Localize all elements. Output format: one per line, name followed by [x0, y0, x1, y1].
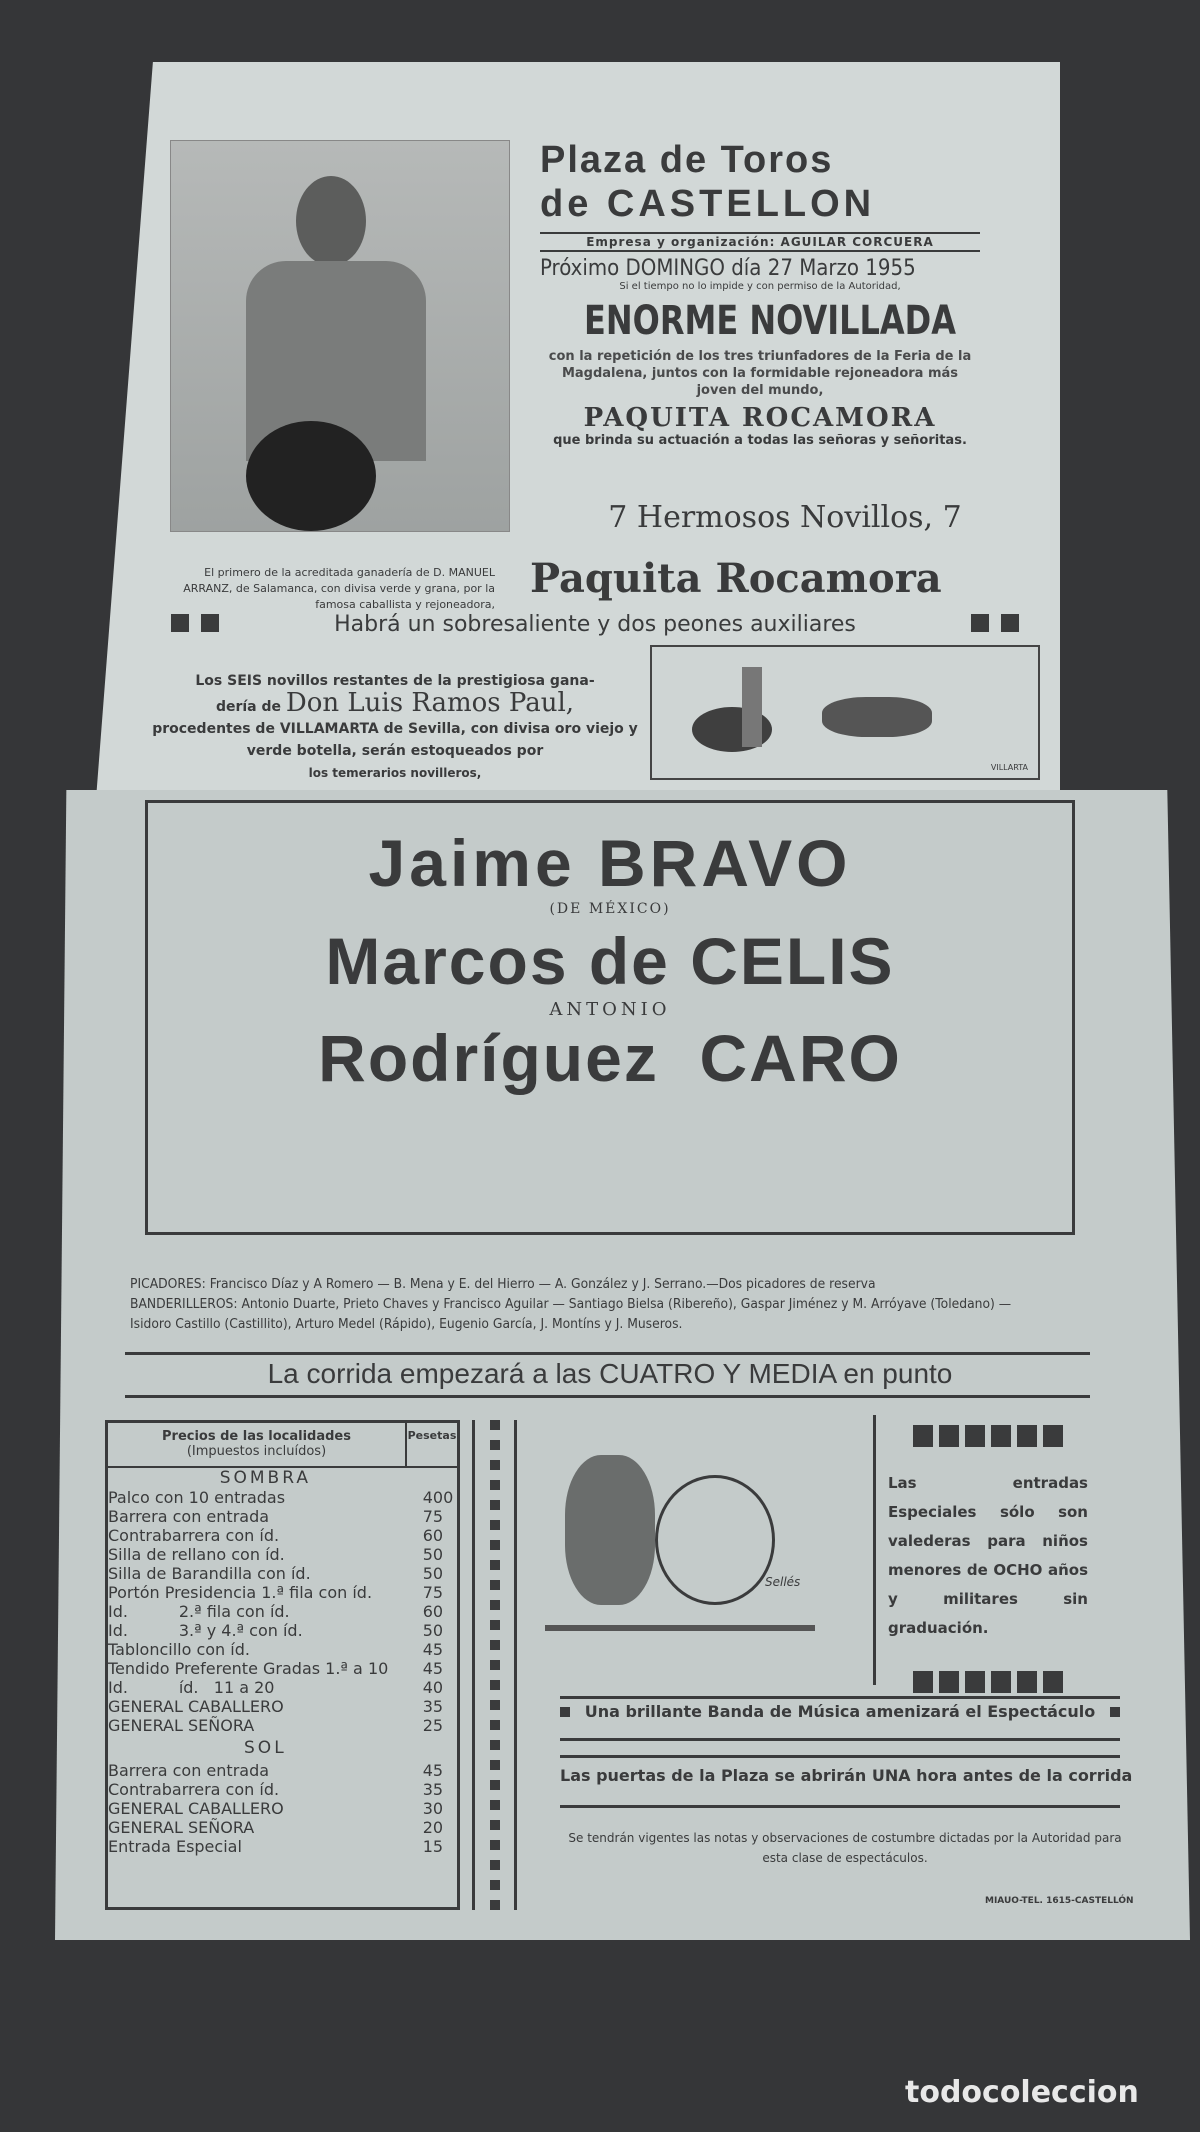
seat-price: 50	[422, 1621, 444, 1640]
seat-price: 40	[422, 1678, 444, 1697]
watermark-logo: todocoleccion	[905, 2075, 1139, 2110]
autoridad-note: Se tendrán vigentes las notas y observaciones de costumbre dictadas por la Autoridad para esta clase de espectáculos.	[568, 1831, 1122, 1865]
divider	[125, 1395, 1090, 1398]
seat-price: 30	[422, 1799, 444, 1818]
start-time: La corrida empezará a las CUATRO Y MEDIA en punto	[267, 1358, 953, 1389]
especiales-box	[888, 1425, 1088, 1697]
price-row	[108, 1780, 457, 1799]
novillero-3-firstname: ANTONIO	[549, 999, 671, 1020]
banderilleros: BANDERILLEROS: Antonio Duarte, Prieto Chaves y Francisco Aguilar — Santiago Bielsa (Ribereño), Gaspar Jiménez y M. Arróyave (Toledano) — Isidoro Castillo (Castillito), Arturo Medel (Rápido), Eugenio García, J. Montíns y J. Museros.	[130, 1297, 1012, 1332]
ornamental-border	[472, 1420, 517, 1910]
novillos-count: 7 Hermosos Novillos, 7	[608, 500, 962, 535]
price-table-title: Precios de las localidades	[162, 1429, 351, 1444]
divider	[560, 1696, 1120, 1699]
sketch-signature: VILLARTA	[990, 763, 1028, 772]
ganaderia-line-2: dería de	[215, 699, 281, 715]
ganaderia-line-4: los temerarios novilleros,	[308, 766, 482, 780]
seat-type: Contrabarrera con íd.	[108, 1780, 280, 1799]
seat-type: Silla de rellano con íd.	[108, 1545, 285, 1564]
ganaderia-line-3: procedentes de VILLAMARTA de Sevilla, con divisa oro viejo y verde botella, serán estoqueados por	[152, 721, 638, 759]
price-row	[108, 1818, 457, 1837]
sobresaliente-text: Habrá un sobresaliente y dos peones auxiliares	[334, 612, 856, 637]
seat-price: 35	[422, 1780, 444, 1799]
divider	[873, 1415, 876, 1685]
drawing-signature: Sellés	[765, 1575, 801, 1589]
seat-type: Barrera con entrada	[108, 1761, 270, 1780]
price-row	[108, 1716, 457, 1735]
seat-price: 35	[422, 1697, 444, 1716]
price-row	[108, 1507, 457, 1526]
especiales-note: Las entradas Especiales sólo son valederas para niños menores de OCHO años y militares sin graduación.	[888, 1474, 1088, 1637]
price-rows	[108, 1468, 457, 1856]
event-title: ENORME NOVILLADA	[584, 298, 956, 344]
novillero-3: Rodríguez CARO	[318, 1021, 902, 1095]
seat-price: 75	[422, 1507, 444, 1526]
price-row	[108, 1640, 457, 1659]
seat-price: 75	[422, 1583, 444, 1602]
price-row	[108, 1583, 457, 1602]
novillero-2: Marcos de CELIS	[325, 924, 895, 998]
seat-price: 20	[422, 1818, 444, 1837]
seat-type: GENERAL SEÑORA	[108, 1818, 255, 1837]
rejoneadora-name-large: Paquita Rocamora	[530, 555, 942, 602]
seat-price: 45	[422, 1640, 444, 1659]
printer-credit: MIAUO-TEL. 1615-CASTELLÓN	[985, 1896, 1134, 1906]
price-row	[108, 1837, 457, 1856]
first-bull-note: El primero de la acreditada ganadería de D. MANUEL ARRANZ, de Salamanca, con divisa verde y grana, por la famosa caballista y rejoneadora,	[183, 566, 495, 611]
seat-type: Id. 2.ª fila con íd.	[108, 1602, 290, 1621]
seat-type: GENERAL CABALLERO	[108, 1799, 284, 1818]
seat-price: 400	[422, 1488, 454, 1507]
puertas-note: Las puertas de la Plaza se abrirán UNA hora antes de la corrida	[560, 1766, 1133, 1785]
price-row	[108, 1678, 457, 1697]
seat-type: Id. íd. 11 a 20	[108, 1678, 275, 1697]
ganaderia-line-1: Los SEIS novillos restantes de la prestigiosa gana-	[195, 673, 595, 689]
bullfight-drawing	[545, 1425, 875, 1665]
title-line-1: Plaza de Toros	[540, 139, 834, 181]
price-row	[108, 1697, 457, 1716]
sobresaliente-row	[165, 612, 1025, 637]
title-line-2: de CASTELLON	[540, 183, 876, 225]
brinda: que brinda su actuación a todas las señoras y señoritas.	[553, 433, 967, 448]
rejoneadora-name: PAQUITA ROCAMORA	[583, 403, 937, 433]
novillero-1-origin: (DE MÉXICO)	[549, 901, 671, 917]
seat-price: 45	[422, 1659, 444, 1678]
divider	[125, 1352, 1090, 1355]
sol-heading: SOL	[244, 1738, 287, 1758]
ganaderia-name: Don Luis Ramos Paul,	[285, 688, 575, 718]
ganaderia-block	[150, 670, 640, 784]
seat-type: Portón Presidencia 1.ª fila con íd.	[108, 1583, 373, 1602]
sombra-heading: SOMBRA	[219, 1468, 311, 1488]
divider	[560, 1738, 1120, 1741]
event-date: Próximo DOMINGO día 27 Marzo 1955	[540, 256, 916, 281]
price-row	[108, 1761, 457, 1780]
divider	[560, 1805, 1120, 1808]
price-row	[108, 1799, 457, 1818]
novillero-1: Jaime BRAVO	[368, 826, 852, 900]
price-row	[108, 1564, 457, 1583]
novilleros-box	[145, 800, 1075, 1235]
seat-type: Silla de Barandilla con íd.	[108, 1564, 311, 1583]
price-row	[108, 1621, 457, 1640]
seat-price: 50	[422, 1564, 444, 1583]
price-row	[108, 1602, 457, 1621]
seat-type: GENERAL CABALLERO	[108, 1697, 284, 1716]
seat-type: Palco con 10 entradas	[108, 1488, 286, 1507]
seat-type: Tendido Preferente Gradas 1.ª a 10	[108, 1659, 389, 1678]
price-row	[108, 1526, 457, 1545]
bullfight-sketch	[650, 645, 1040, 780]
seat-price: 50	[422, 1545, 444, 1564]
banda-note: Una brillante Banda de Música amenizará el Espectáculo	[584, 1702, 1096, 1721]
seat-price: 60	[422, 1602, 444, 1621]
currency-header: Pesetas	[405, 1423, 457, 1466]
seat-price: 25	[422, 1716, 444, 1735]
seat-type: Entrada Especial	[108, 1837, 242, 1856]
price-table-subtitle: (Impuestos incluídos)	[186, 1444, 327, 1459]
price-row	[108, 1488, 457, 1507]
seat-type: Contrabarrera con íd.	[108, 1526, 280, 1545]
seat-price: 45	[422, 1761, 444, 1780]
seat-price: 60	[422, 1526, 444, 1545]
rejoneadora-photo	[170, 140, 510, 532]
price-row	[108, 1545, 457, 1564]
divider	[560, 1755, 1120, 1758]
seat-type: GENERAL SEÑORA	[108, 1716, 255, 1735]
intro: con la repetición de los tres triunfadores de la Feria de la Magdalena, juntos con la formidable rejoneadora más joven del mundo,	[548, 349, 972, 398]
seat-type: Id. 3.ª y 4.ª con íd.	[108, 1621, 303, 1640]
weather-note: Si el tiempo no lo impide y con permiso de la Autoridad,	[619, 281, 901, 292]
price-row	[108, 1659, 457, 1678]
picadores: PICADORES: Francisco Díaz y A Romero — B. Mena y E. del Hierro — A. González y J. Serrano.—Dos picadores de reserva	[130, 1277, 876, 1292]
header-block	[540, 138, 980, 448]
seat-type: Barrera con entrada	[108, 1507, 270, 1526]
seat-type: Tabloncillo con íd.	[108, 1640, 250, 1659]
cuadrillas	[130, 1275, 1042, 1335]
banda-row	[560, 1702, 1120, 1721]
price-table	[105, 1420, 460, 1910]
seat-price: 15	[422, 1837, 444, 1856]
empresa: Empresa y organización: AGUILAR CORCUERA	[540, 232, 980, 252]
